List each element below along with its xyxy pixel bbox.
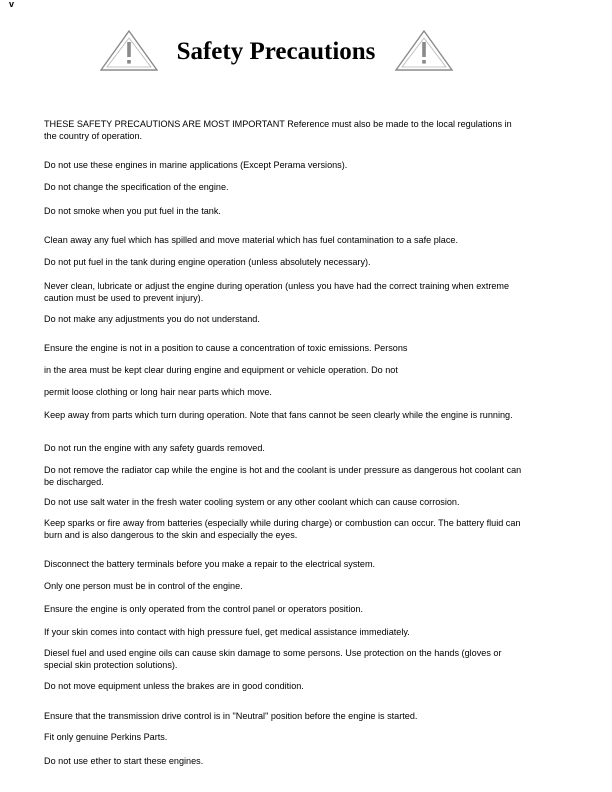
precaution-item: Do not use these engines in marine applications (Except Perama versions). — [44, 160, 348, 170]
precaution-item: Do not make any adjustments you do not understand. — [44, 314, 260, 324]
precaution-item: in the area must be kept clear during engine and equipment or vehicle operation. Do not — [44, 365, 398, 375]
page-title: Safety Precautions — [176, 38, 376, 65]
warning-triangle-icon — [395, 30, 453, 72]
precaution-item: Do not move equipment unless the brakes are in good condition. — [44, 681, 304, 691]
intro-paragraph: THESE SAFETY PRECAUTIONS ARE MOST IMPORTANT Reference must also be made to the local regulations in the country of operation. — [44, 119, 512, 141]
precaution-item: Do not change the specification of the engine. — [44, 182, 229, 192]
precaution-item: Do not run the engine with any safety guards removed. — [44, 443, 265, 453]
precaution-item: Ensure the engine is only operated from the control panel or operators position. — [44, 604, 363, 614]
precaution-item: Ensure that the transmission drive control is in "Neutral" position before the engine is started. — [44, 711, 418, 721]
precaution-item: Do not put fuel in the tank during engine operation (unless absolutely necessary). — [44, 257, 371, 267]
precaution-item: Do not remove the radiator cap while the engine is hot and the coolant is under pressure as dangerous hot coolant can be discharged. — [44, 465, 522, 487]
corner-mark: v — [9, 0, 15, 9]
precaution-item: Never clean, lubricate or adjust the engine during operation (unless you have had the correct training when extreme caution must be used to prevent injury). — [44, 281, 510, 303]
precaution-item: Do not smoke when you put fuel in the tank. — [44, 206, 221, 216]
precaution-item: Do not use salt water in the fresh water cooling system or any other coolant which can cause corrosion. — [44, 497, 460, 507]
precaution-item: permit loose clothing or long hair near parts which move. — [44, 387, 272, 397]
precaution-item: Keep away from parts which turn during operation. Note that fans cannot be seen clearly while the engine is running. — [44, 410, 513, 420]
precaution-item: Fit only genuine Perkins Parts. — [44, 732, 168, 742]
page-header — [0, 30, 612, 74]
precaution-item: Do not use ether to start these engines. — [44, 756, 204, 766]
precaution-item: Keep sparks or fire away from batteries (especially while during charge) or combustion can occur. The battery fluid can burn and is also dangerous to the skin and especially the eyes. — [44, 518, 521, 540]
precaution-item: Clean away any fuel which has spilled and move material which has fuel contamination to a safe place. — [44, 235, 458, 245]
precaution-item: Disconnect the battery terminals before you make a repair to the electrical system. — [44, 559, 376, 569]
precaution-item: Only one person must be in control of the engine. — [44, 581, 243, 591]
precaution-item: Ensure the engine is not in a position to cause a concentration of toxic emissions. Persons — [44, 343, 408, 353]
precaution-item: If your skin comes into contact with high pressure fuel, get medical assistance immediately. — [44, 627, 410, 637]
precaution-item: Diesel fuel and used engine oils can cause skin damage to some persons. Use protection on the hands (gloves or special skin protection solutions). — [44, 648, 502, 670]
